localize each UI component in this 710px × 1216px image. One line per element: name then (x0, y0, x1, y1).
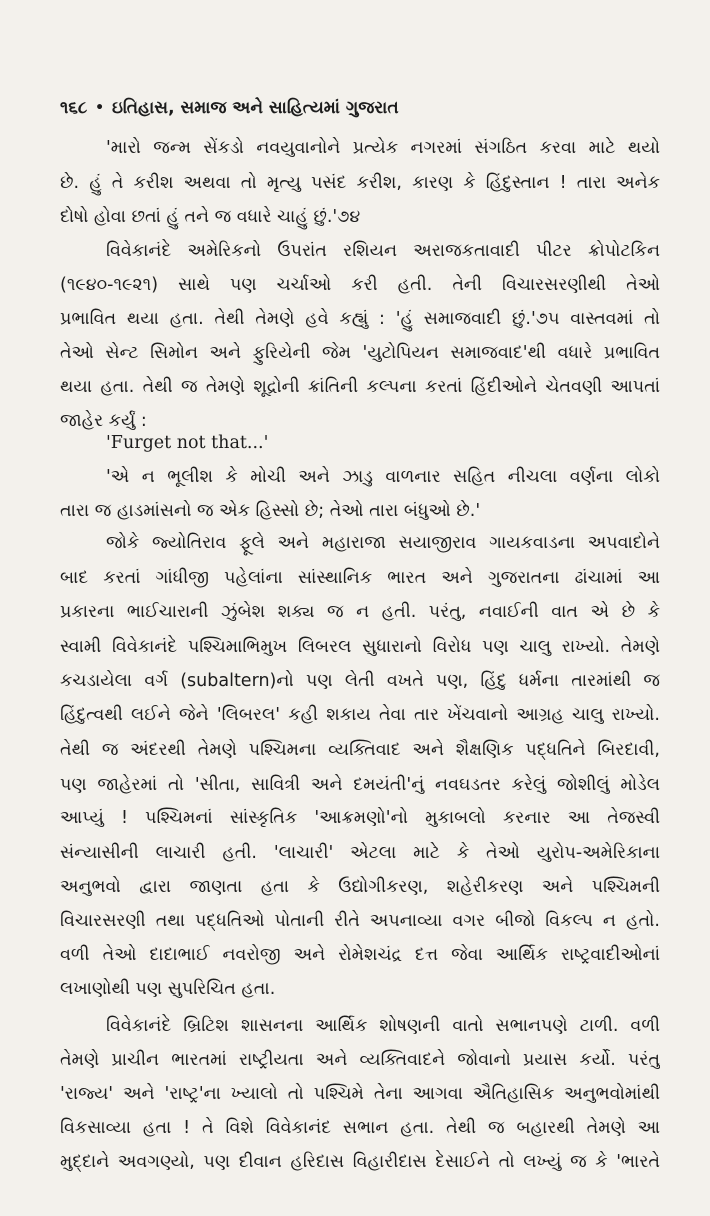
text-line: તેઓ સેન્ટ સિમોન અને ફુરિયેની જેમ 'યુટોપિયન સમાજવાદ'થી વધારે પ્રભાવિત (60, 343, 660, 363)
text-line: મુદ્દાને અવગણ્યો, પણ દીવાન હરિદાસ વિહારીદાસ દેસાઈને તો લખ્યું જ કે 'ભારતે (60, 1152, 660, 1172)
running-header (60, 93, 660, 123)
text-line: (૧૯૪૦-૧૯૨૧) સાથે પણ ચર્ચાઓ કરી હતી. તેની વિચારસરણીથી તેઓ (60, 275, 660, 295)
book-title: ઇતિહાસ, સમાજ અને સાહિત્યમાં ગુજરાત (112, 98, 399, 118)
text-line: વળી તેઓ દાદાભાઈ નવરોજી અને રોમેશચંદ્ર દત્ત જેવા આર્થિક રાષ્ટ્રવાદીઓનાં (60, 945, 660, 965)
text-line: સ્વામી વિવેકાનંદે પશ્ચિમાભિમુખ લિબરલ સુધારાનો વિરોધ પણ ચાલુ રાખ્યો. તેમણે (60, 637, 660, 657)
text-line: 'એ ન ભૂલીશ કે મોચી અને ઝાડુ વાળનાર સહિત નીચલા વર્ણના લોકો (106, 467, 660, 487)
text-line: વિવેકાનંદે અમેરિકનો ઉપરાંત રશિયન અરાજકતાવાદી પીટર ક્રોપોટકિન (106, 241, 660, 261)
text-line: પણ જાહેરમાં તો 'સીતા, સાવિત્રી અને દમયંતી'નું નવઘડતર કરેલું જોશીલું મોડેલ (60, 775, 660, 795)
text-line: પ્રકારના ભાઈચારાની ઝુંબેશ શક્ય જ ન હતી. પરંતુ, નવાઈની વાત એ છે કે (60, 602, 660, 622)
text-line: જાહેર કર્યું : (60, 411, 147, 431)
text-line: કચડાયેલા વર્ગ (subaltern)નો પણ લેતી વખતે પણ, હિંદુ ધર્મના તારમાંથી જ (60, 671, 660, 691)
text-line: તારા જ હાડમાંસનો જ એક હિસ્સો છે; તેઓ તારા બંધુઓ છે.' (60, 501, 481, 521)
text-line: 'રાજ્ય' અને 'રાષ્ટ્ર'ના ખ્યાલો તો પશ્ચિમે તેના આગવા ઐતિહાસિક અનુભવોમાંથી (60, 1084, 660, 1104)
text-line: બાદ કરતાં ગાંધીજી પહેલાંના સાંસ્થાનિક ભારત અને ગુજરાતના ઢાંચામાં આ (60, 568, 660, 588)
text-line: છે. હું તે કરીશ અથવા તો મૃત્યુ પસંદ કરીશ, કારણ કે હિંદુસ્તાન ! તારા અનેક (60, 173, 660, 193)
text-line: થયા હતા. તેથી જ તેમણે શૂદ્રોની ક્રાંતિની કલ્પના કરતાં હિંદીઓને ચેતવણી આપતાં (60, 377, 660, 397)
text-line: સંન્યાસીની લાચારી હતી. 'લાચારી' એટલા માટે કે તેઓ યુરોપ-અમેરિકાના (60, 843, 660, 863)
text-line: દોષો હોવા છતાં હું તને જ વધારે ચાહું છું.'૭૪ (60, 207, 361, 227)
text-line: જોકે જ્યોતિરાવ ફૂલે અને મહારાજા સયાજીરાવ ગાયકવાડના અપવાદોને (106, 533, 660, 553)
text-line: વિચારસરણી તથા પદ્ધતિઓ પોતાની રીતે અપનાવ્યા વગર બીજો વિકલ્પ ન હતો. (60, 911, 660, 931)
text-line: વિકસાવ્યા હતા ! તે વિશે વિવેકાનંદ સભાન હતા. તેથી જ બહારથી તેમણે આ (60, 1118, 660, 1138)
text-line: પ્રભાવિત થયા હતા. તેથી તેમણે હવે કહ્યું : 'હું સમાજવાદી છું.'૭૫ વાસ્તવમાં તો (60, 309, 660, 329)
text-line: વિવેકાનંદે બ્રિટિશ શાસનના આર્થિક શોષણની વાતો સભાનપણે ટાળી. વળી (106, 1016, 660, 1036)
text-line: હિંદુત્વથી લઈને જેને 'લિબરલ' કહી શકાય તેવા તાર ખેંચવાનો આગ્રહ ચાલુ રાખ્યો. (60, 705, 660, 725)
text-line: તેથી જ અંદરથી તેમણે પશ્ચિમના વ્યક્તિવાદ અને શૈક્ષણિક પદ્ધતિને બિરદાવી, (60, 740, 660, 760)
text-line: તેમણે પ્રાચીન ભારતમાં રાષ્ટ્રીયતા અને વ્યક્તિવાદને જોવાનો પ્રયાસ કર્યો. પરંતુ (60, 1050, 660, 1070)
text-line: 'મારો જન્મ સેંકડો નવયુવાનોને પ્રત્યેક નગરમાં સંગઠિત કરવા માટે થયો (106, 138, 660, 158)
text-line: લખાણોથી પણ સુપરિચિત હતા. (60, 979, 276, 999)
header-separator: • (95, 100, 105, 116)
page-number: ૧૬૮ (60, 98, 88, 118)
text-line: આપ્યું ! પશ્ચિમનાં સાંસ્કૃતિક 'આક્રમણો'નો મુકાબલો કરનાર આ તેજસ્વી (60, 808, 660, 828)
english-quote: 'Furget not that...' (106, 433, 269, 453)
text-line: અનુભવો દ્વારા જાણતા હતા કે ઉદ્યોગીકરણ, શહેરીકરણ અને પશ્ચિમની (60, 877, 660, 897)
